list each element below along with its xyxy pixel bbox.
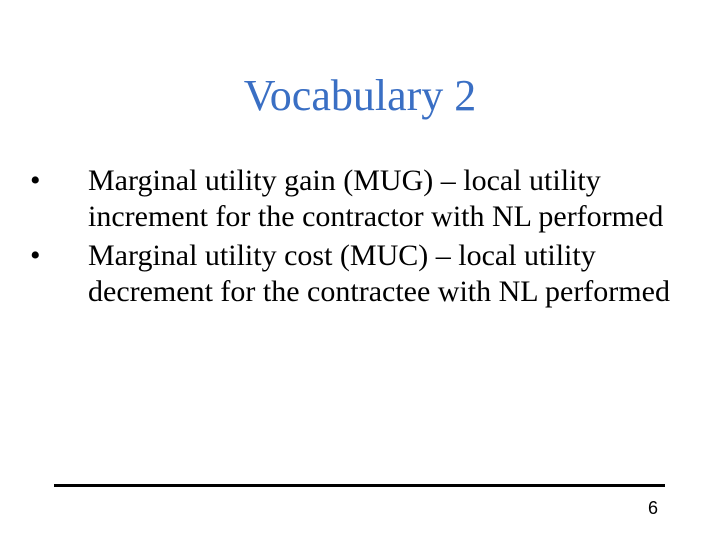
bullet-text: Marginal utility cost (MUC) – local utility decrement for the contractee with NL performed — [88, 239, 670, 308]
page-number: 6 — [647, 498, 658, 518]
bullet-list — [30, 163, 670, 313]
bullet-text: Marginal utility gain (MUG) – local utility increment for the contractor with NL performed — [88, 164, 664, 233]
bullet-icon: • — [30, 239, 41, 272]
bullet-item — [30, 238, 670, 310]
bullet-item — [30, 163, 670, 235]
slide-title: Vocabulary 2 — [243, 71, 477, 120]
footer-divider — [54, 484, 665, 487]
bullet-icon: • — [30, 164, 41, 197]
